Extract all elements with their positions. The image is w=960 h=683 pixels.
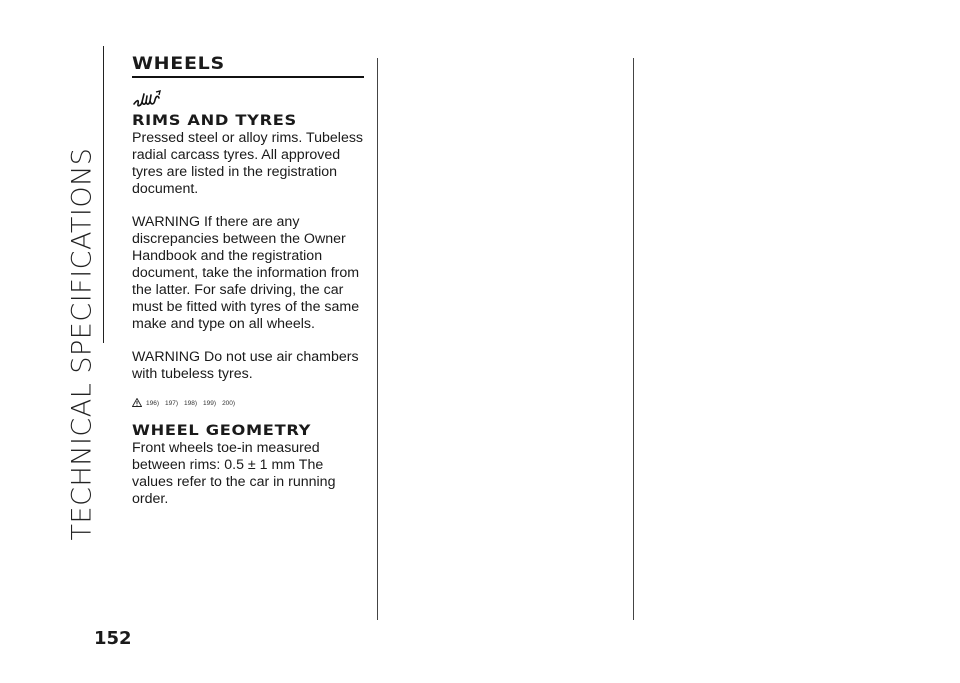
side-rule	[103, 46, 104, 343]
column-divider-2	[633, 58, 634, 620]
warning-ref[interactable]: 198)	[184, 400, 198, 407]
warning-ref[interactable]: 196)	[146, 400, 160, 407]
section-title: WHEELS	[132, 54, 225, 74]
subsection-title-rims: RIMS AND TYRES	[132, 113, 297, 129]
paragraph-geometry: Front wheels toe-in measured between rims: 0.5 ± 1 mm The values refer to the car in running order.	[132, 440, 336, 507]
content-column	[132, 54, 368, 508]
paragraph-warning-1: WARNING If there are any discrepancies between the Owner Handbook and the registration document, take the information from the latter. For safe driving, the car must be fitted with tyres of the same make and type on all wheels.	[132, 214, 360, 332]
side-title-text: TECHNICAL SPECIFICATIONS	[66, 147, 98, 541]
warning-triangle-icon	[132, 398, 142, 409]
warning-references	[132, 398, 368, 409]
hand-writing-icon	[132, 88, 368, 108]
paragraph-warning-2: WARNING Do not use air chambers with tubeless tyres.	[132, 349, 359, 382]
paragraph-rims-1: Pressed steel or alloy rims. Tubeless radial carcass tyres. All approved tyres are listed in the registration document.	[132, 130, 364, 197]
warning-ref[interactable]: 200)	[222, 400, 236, 407]
subsection-title-geometry: WHEEL GEOMETRY	[132, 423, 312, 439]
column-divider-1	[377, 58, 378, 620]
section-title-rule	[132, 76, 364, 78]
warning-ref[interactable]: 197)	[165, 400, 179, 407]
warning-ref[interactable]: 199)	[203, 400, 217, 407]
page-number: 152	[94, 628, 132, 649]
